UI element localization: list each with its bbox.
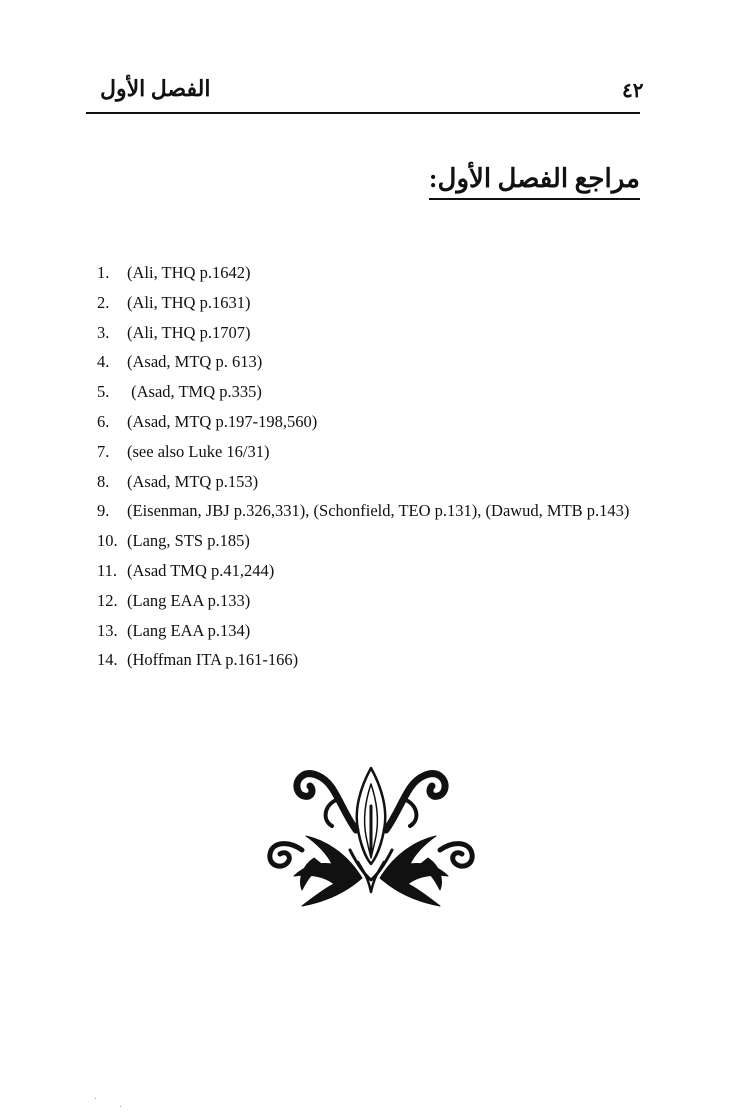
reference-number: 14. — [97, 650, 118, 670]
reference-text: (Asad, MTQ p. 613) — [127, 352, 263, 372]
reference-number: 13. — [97, 620, 118, 640]
chapter-title: الفصل الأول — [100, 76, 211, 101]
reference-text: (Ali, THQ p.1631) — [127, 292, 251, 312]
reference-number: 2. — [97, 292, 110, 312]
reference-number: 6. — [97, 411, 110, 431]
reference-item — [97, 526, 657, 556]
reference-text: (see also Luke 16/31) — [127, 441, 270, 461]
reference-text: (Lang EAA p.133) — [127, 590, 251, 610]
reference-item — [97, 288, 657, 318]
reference-text: (Asad, MTQ p.153) — [127, 471, 259, 491]
reference-number: 8. — [97, 471, 110, 491]
section-heading: مراجع الفصل الأول: — [429, 164, 640, 200]
reference-item — [97, 467, 657, 497]
reference-item — [97, 377, 657, 407]
reference-number: 3. — [97, 322, 110, 342]
reference-text: (Hoffman ITA p.161-166) — [127, 650, 299, 670]
reference-item — [97, 318, 657, 348]
reference-text: (Lang, STS p.185) — [127, 531, 250, 551]
reference-number: 1. — [97, 263, 110, 282]
running-header — [86, 76, 644, 114]
reference-number: 4. — [97, 352, 110, 372]
reference-list — [97, 258, 657, 675]
reference-text: (Eisenman, JBJ p.326,331), (Schonfield, TEO p.131), (Dawud, MTB p.143) — [127, 501, 630, 521]
reference-item — [97, 586, 657, 616]
reference-item — [97, 347, 657, 377]
reference-number: 9. — [97, 501, 110, 521]
reference-number: 11. — [97, 560, 118, 580]
reference-number: 5. — [97, 382, 110, 402]
reference-text: (Ali, THQ p.1707) — [127, 322, 251, 342]
reference-item — [97, 645, 657, 675]
reference-item — [97, 496, 657, 526]
scan-speck — [95, 1098, 96, 1099]
reference-item — [97, 437, 657, 467]
reference-text: (Ali, THQ p.1642) — [127, 263, 251, 282]
reference-number: 12. — [97, 590, 118, 610]
reference-item — [97, 258, 657, 288]
reference-number: 10. — [97, 531, 118, 551]
page-number: ٤٢ — [622, 80, 644, 102]
reference-text: (Asad, MTQ p.197-198,560) — [127, 411, 318, 431]
reference-number: 7. — [97, 441, 110, 461]
reference-text: (Lang EAA p.134) — [127, 620, 251, 640]
floral-ornament-icon — [262, 766, 480, 908]
reference-item — [97, 556, 657, 586]
scan-speck — [120, 1106, 121, 1107]
reference-item — [97, 616, 657, 646]
reference-text: (Asad, TMQ p.335) — [127, 382, 262, 402]
reference-text: (Asad TMQ p.41,244) — [127, 560, 275, 580]
reference-item — [97, 407, 657, 437]
